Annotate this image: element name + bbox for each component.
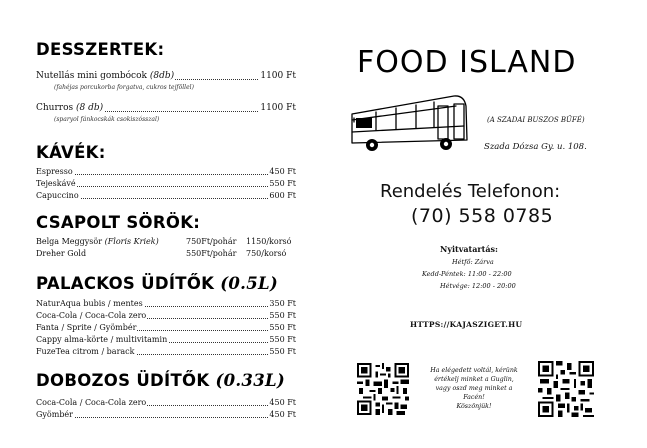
menu-item bbox=[36, 397, 296, 409]
qr-code-icon[interactable] bbox=[538, 361, 594, 417]
item-name: Capuccino bbox=[36, 191, 79, 200]
section-coffee bbox=[36, 143, 296, 202]
menu-item bbox=[36, 166, 296, 178]
hours-value: 11:00 - 22:00 bbox=[467, 270, 512, 278]
menu-item bbox=[36, 178, 296, 190]
section-draft-beers bbox=[36, 213, 296, 260]
item-price-mug: 750/korsó bbox=[246, 249, 287, 258]
menu-item bbox=[36, 102, 296, 115]
review-message bbox=[420, 366, 528, 411]
section-desserts bbox=[36, 40, 296, 126]
item-price-glass: 550Ft/pohár bbox=[186, 249, 237, 258]
item-name: Coca-Cola / Coca-Cola zero bbox=[36, 311, 147, 320]
section-title: DESSZERTEK: bbox=[36, 40, 165, 59]
item-price: 1100 Ft bbox=[260, 103, 296, 113]
review-line: értékelj minket a Guglin, bbox=[434, 376, 514, 383]
item-price: 550 Ft bbox=[269, 335, 296, 344]
item-note: (sparyol fánkocskák csokiszósszal) bbox=[54, 116, 160, 123]
item-name: Coca-Cola / Coca-Cola zero bbox=[36, 398, 147, 407]
item-price: 550 Ft bbox=[269, 323, 296, 332]
hours-value: 12:00 - 20:00 bbox=[471, 282, 516, 290]
item-price: 600 Ft bbox=[269, 191, 296, 200]
menu-item bbox=[36, 70, 296, 83]
item-price: 450 Ft bbox=[269, 398, 296, 407]
bus-icon bbox=[346, 88, 471, 156]
item-name: Fanta / Sprite / Gyömbér bbox=[36, 323, 137, 332]
hours-label: Hétvége: bbox=[440, 282, 470, 290]
menu-item bbox=[36, 236, 296, 248]
item-qty: (8db) bbox=[149, 71, 175, 81]
item-price: 550 Ft bbox=[269, 179, 296, 188]
review-line: Facén! bbox=[463, 394, 485, 401]
section-title: CSAPOLT SÖRÖK: bbox=[36, 213, 201, 232]
item-price: 550 Ft bbox=[269, 311, 296, 320]
section-size: (0.5L) bbox=[220, 274, 279, 293]
menu-item bbox=[36, 248, 296, 260]
menu-item bbox=[36, 346, 296, 358]
menu-item bbox=[36, 298, 296, 310]
review-line: Ha elégedett voltál, kérünk bbox=[430, 367, 518, 374]
section-title: KÁVÉK: bbox=[36, 143, 106, 162]
section-title: PALACKOS ÜDÍTŐK (0.5L) bbox=[36, 274, 279, 293]
brand-tagline: (A SZADAI BUSZOS BÜFÉ) bbox=[487, 116, 585, 124]
item-qty: (8 db) bbox=[76, 103, 104, 113]
menu-item bbox=[36, 310, 296, 322]
opening-hours-title: Nyitvatartás: bbox=[440, 244, 498, 254]
order-title: Rendelés Telefonon: bbox=[380, 181, 561, 202]
item-name: Nutellás mini gombócok bbox=[36, 71, 147, 81]
item-price: 450 Ft bbox=[269, 167, 296, 176]
website-link[interactable]: HTTPS://KAJASZIGET.HU bbox=[410, 320, 523, 329]
item-name: Belga Meggysör bbox=[36, 237, 103, 246]
item-price-mug: 1150/korsó bbox=[246, 237, 292, 246]
review-line: Köszönjük! bbox=[456, 403, 492, 410]
phone-number[interactable]: (70) 558 0785 bbox=[411, 205, 554, 227]
hours-row bbox=[440, 282, 516, 290]
hours-row bbox=[452, 258, 494, 266]
brand-logo-text: FOOD ISLAND bbox=[357, 45, 577, 80]
section-title: DOBOZOS ÜDÍTŐK (0.33L) bbox=[36, 371, 286, 390]
hours-label: Kedd-Péntek: bbox=[422, 270, 466, 278]
item-name: Cappy alma-körte / multivitamin bbox=[36, 335, 168, 344]
item-price: 350 Ft bbox=[269, 299, 296, 308]
menu-item bbox=[36, 322, 296, 334]
qr-code-icon[interactable] bbox=[357, 363, 409, 415]
item-name: Gyömbér bbox=[36, 410, 73, 419]
item-price-glass: 750Ft/pohár bbox=[186, 237, 237, 246]
item-name: Espresso bbox=[36, 167, 73, 176]
hours-value: Zárva bbox=[474, 258, 494, 266]
item-name: FuzeTea citrom / barack bbox=[36, 347, 135, 356]
item-price: 550 Ft bbox=[269, 347, 296, 356]
item-name: Dreher Gold bbox=[36, 249, 87, 258]
section-size: (0.33L) bbox=[215, 371, 286, 390]
menu-item bbox=[36, 334, 296, 346]
item-name: NaturAqua bubis / mentes bbox=[36, 299, 143, 308]
item-note: (fahéjas porcukorba forgatva, cukros tejföllel) bbox=[54, 84, 194, 91]
menu-item bbox=[36, 409, 296, 421]
section-canned-drinks bbox=[36, 371, 296, 421]
item-variant: (Floris Kriek) bbox=[104, 237, 159, 246]
item-price: 1100 Ft bbox=[260, 71, 296, 81]
brand-address: Szada Dózsa Gy. u. 108. bbox=[484, 142, 587, 152]
hours-row bbox=[422, 270, 512, 278]
review-line: vagy oszd meg minket a bbox=[435, 385, 513, 392]
menu-item bbox=[36, 190, 296, 202]
hours-label: Hétfő: bbox=[452, 258, 473, 266]
item-price: 450 Ft bbox=[269, 410, 296, 419]
item-name: Churros bbox=[36, 103, 74, 113]
item-name: Tejeskávé bbox=[36, 179, 76, 188]
section-bottled-drinks bbox=[36, 274, 296, 358]
